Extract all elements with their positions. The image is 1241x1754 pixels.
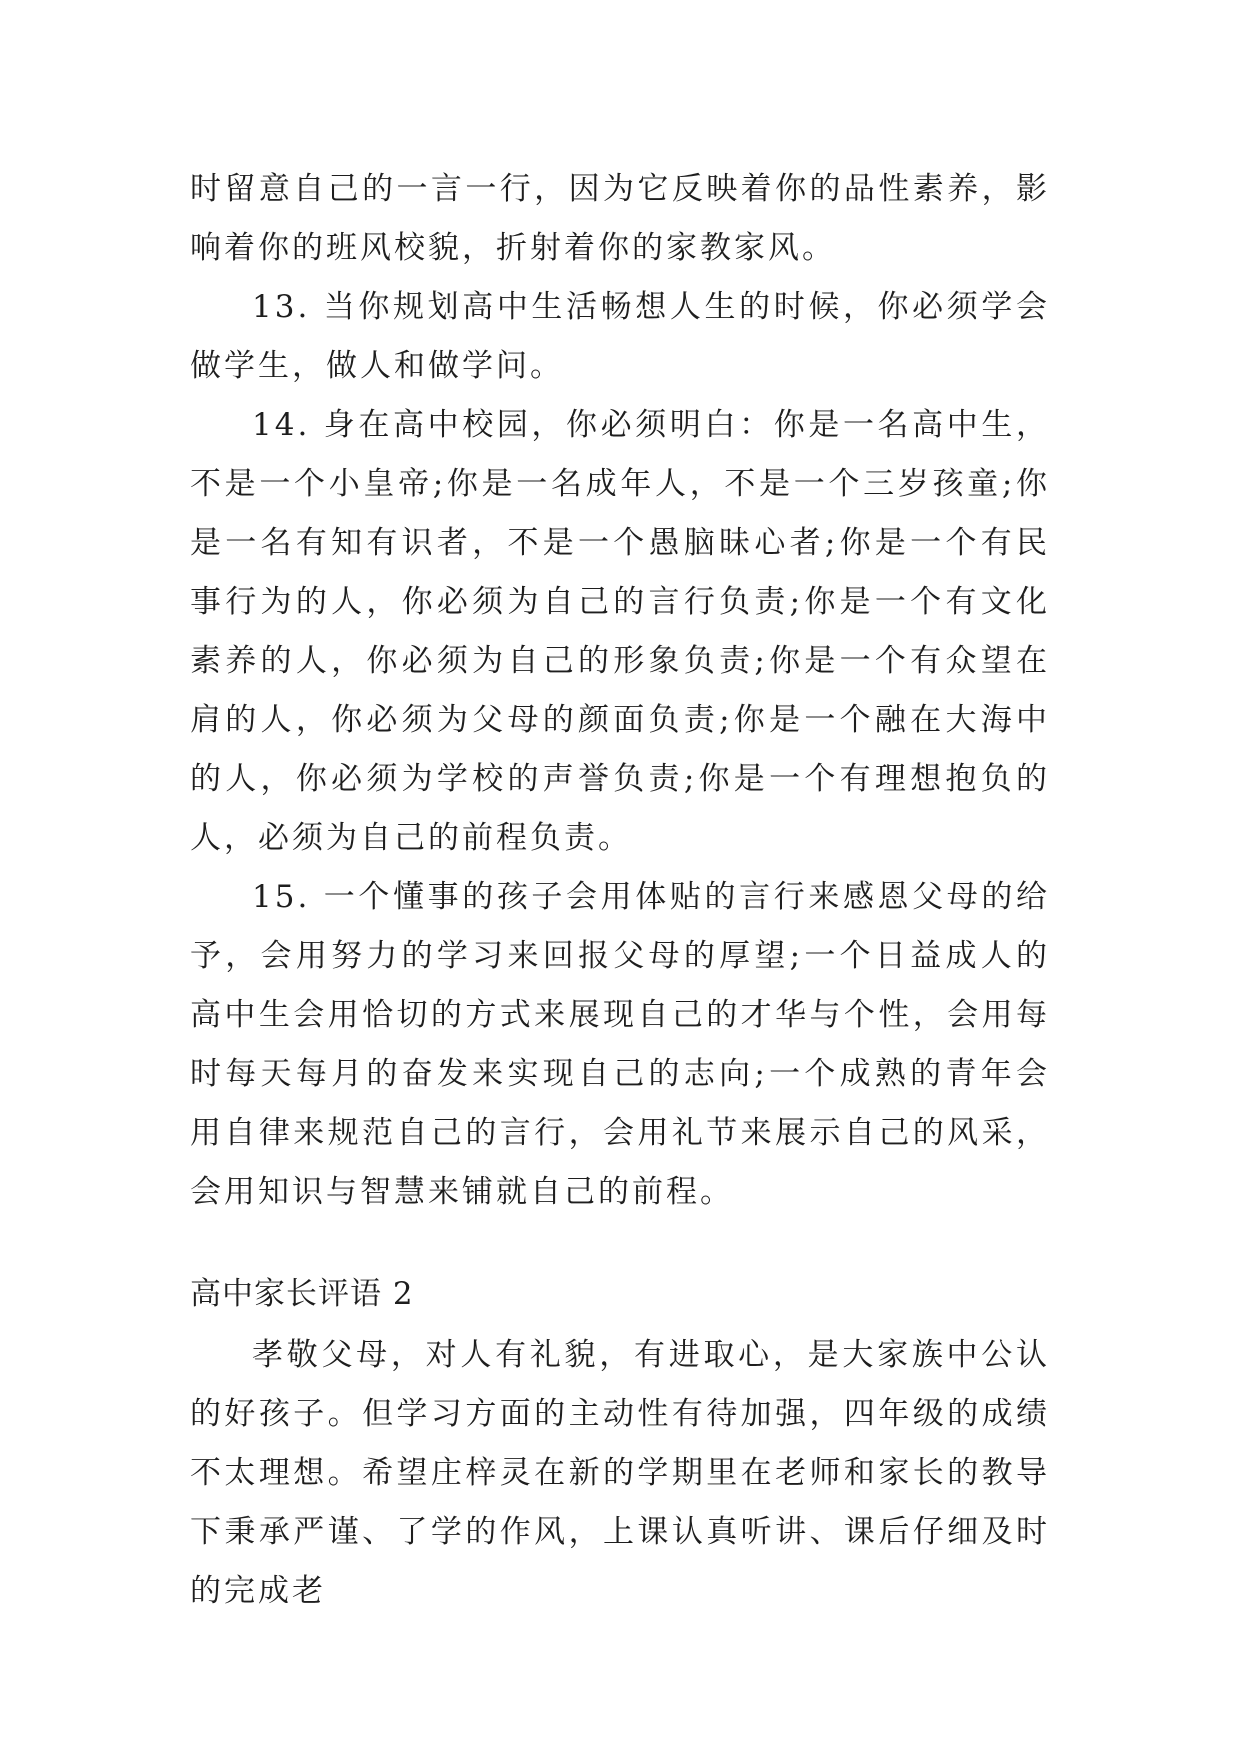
paragraph-item-13: 13. 当你规划高中生活畅想人生的时候，你必须学会做学生，做人和做学问。 bbox=[190, 289, 1050, 384]
section-heading: 高中家长评语 2 bbox=[190, 1276, 414, 1312]
body-text-bottom bbox=[190, 1326, 1050, 1621]
paragraph-continuation: 时留意自己的一言一行，因为它反映着你的品性素养，影响着你的班风校貌，折射着你的家教家风。 bbox=[190, 171, 1050, 266]
paragraph-item-14: 14. 身在高中校园，你必须明白：你是一名高中生，不是一个小皇帝;你是一名成年人，不是一个三岁孩童;你是一名有知有识者，不是一个愚脑昧心者;你是一个有民事行为的人，你必须为自己的言行负责;你是一个有文化素养的人，你必须为自己的形象负责;你是一个有众望在肩的人，你必须为父母的颜面负责;你是一个融在大海中的人，你必须为学校的声誉负责;你是一个有理想抱负的人，必须为自己的前程负责。 bbox=[190, 407, 1050, 856]
paragraph-item-15: 15. 一个懂事的孩子会用体贴的言行来感恩父母的给予，会用努力的学习来回报父母的厚望;一个日益成人的高中生会用恰切的方式来展现自己的才华与个性，会用每时每天每月的奋发来实现自己的志向;一个成熟的青年会用自律来规范自己的言行，会用礼节来展示自己的风采，会用知识与智慧来铺就自己的前程。 bbox=[190, 879, 1050, 1210]
paragraph-comment: 孝敬父母，对人有礼貌，有进取心，是大家族中公认的好孩子。但学习方面的主动性有待加强，四年级的成绩不太理想。希望庄梓灵在新的学期里在老师和家长的教导下秉承严谨、了学的作风，上课认真听讲、课后仔细及时的完成老 bbox=[190, 1337, 1050, 1609]
body-text-top bbox=[190, 160, 1050, 1222]
